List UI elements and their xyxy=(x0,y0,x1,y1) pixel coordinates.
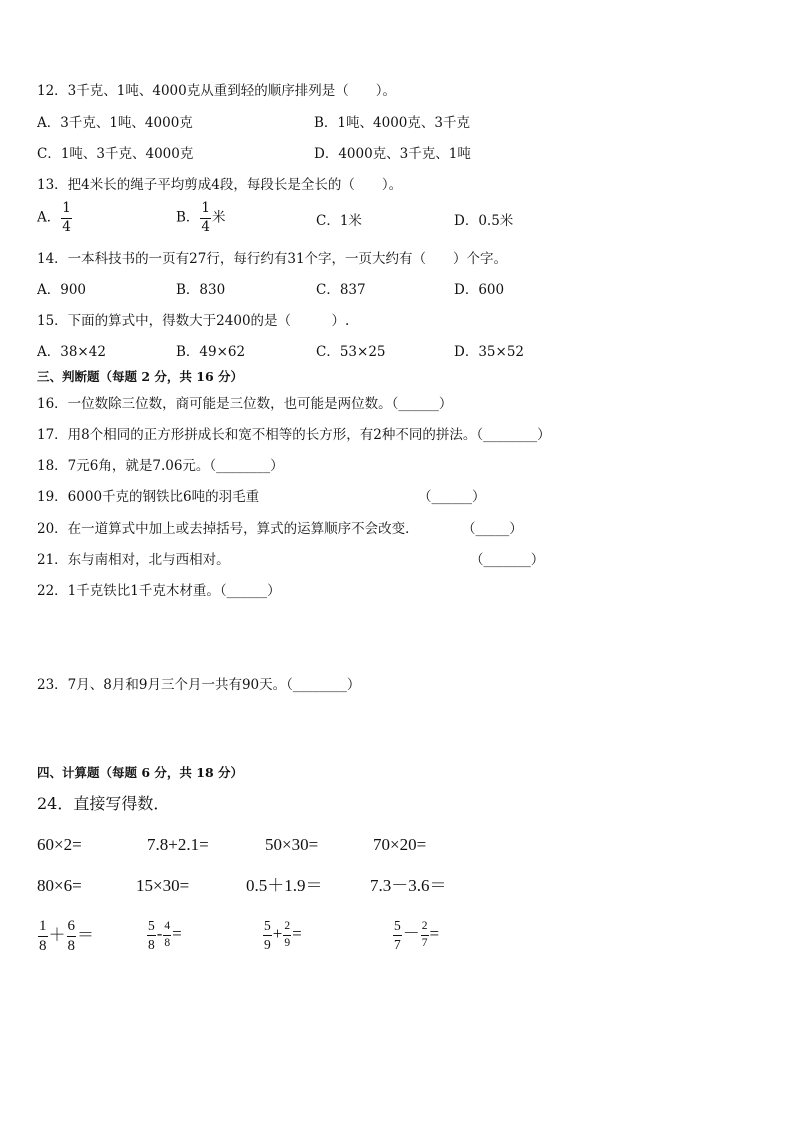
equals-sign: = xyxy=(429,923,440,943)
fraction xyxy=(421,921,429,949)
numerator: 6 xyxy=(67,918,75,934)
option-label: B． xyxy=(176,209,200,226)
q13-option-b xyxy=(176,202,226,234)
fraction-expression xyxy=(392,919,439,951)
calc-item: 7.8+2.1= xyxy=(147,835,209,854)
operator: + xyxy=(272,923,283,943)
fraction-expression xyxy=(262,919,302,951)
question-16: 16．一位数除三位数，商可能是三位数，也可能是两位数。（______） xyxy=(37,396,453,412)
unit: 米 xyxy=(212,209,226,226)
q13-option-a xyxy=(37,202,73,234)
fraction xyxy=(147,919,156,951)
option-label: A． xyxy=(37,209,61,226)
question-15-stem: 15．下面的算式中，得数大于2400的是（ ）. xyxy=(37,313,350,329)
denominator: 8 xyxy=(67,938,75,954)
question-18: 18．7元6角，就是7.06元。（________） xyxy=(37,458,284,474)
denominator: 7 xyxy=(421,936,428,949)
question-24-stem: 24．直接写得数． xyxy=(37,794,170,813)
q12-option-b: B．1吨、4000克、3千克 xyxy=(314,115,470,131)
numerator: 5 xyxy=(148,918,155,933)
fraction xyxy=(67,919,77,954)
question-13-stem: 13．把4米长的绳子平均剪成4段，每段长是全长的（ ）。 xyxy=(37,177,403,193)
answer-blank-20[interactable]: （_____） xyxy=(462,521,523,537)
question-22: 22．1千克铁比1千克木材重。（______） xyxy=(37,583,281,599)
numerator: 1 xyxy=(62,200,71,216)
answer-blank-19[interactable]: （______） xyxy=(418,489,486,505)
numerator: 5 xyxy=(394,918,401,933)
question-23: 23．7月、8月和9月三个月一共有90天。（________） xyxy=(37,677,361,693)
fraction xyxy=(393,919,402,951)
numerator: 1 xyxy=(201,200,211,216)
q14-option-d: D．600 xyxy=(454,282,505,298)
numerator: 2 xyxy=(421,920,428,932)
calc-item: 70×20= xyxy=(373,835,427,854)
section-3-title: 三、判断题（每题 2 分，共 16 分） xyxy=(37,369,244,384)
q14-option-a: A．900 xyxy=(37,282,87,298)
equals-sign: = xyxy=(292,923,302,943)
equals-sign: = xyxy=(172,923,182,943)
q15-option-c: C．53×25 xyxy=(316,344,386,360)
q15-option-a: A．38×42 xyxy=(37,344,106,360)
fraction xyxy=(38,919,48,954)
equals-sign: ＝ xyxy=(77,925,94,945)
question-21: 21．东与南相对，北与西相对。 xyxy=(37,552,230,568)
fraction xyxy=(200,202,211,234)
denominator: 8 xyxy=(148,936,155,952)
q12-option-c: C．1吨、3千克、4000克 xyxy=(37,146,194,162)
q12-option-a: A．3千克、1吨、4000克 xyxy=(37,115,193,131)
calc-item: 15×30= xyxy=(136,876,190,895)
operator: － xyxy=(402,923,420,943)
question-14-stem: 14．一本科技书的一页有27行，每行约有31个字，一页大约有（ ）个字。 xyxy=(37,251,508,267)
denominator: 4 xyxy=(201,218,211,235)
denominator: 9 xyxy=(284,936,291,949)
fraction-expression xyxy=(37,919,94,954)
fraction xyxy=(283,921,291,949)
question-19: 19．6000千克的钢铁比6吨的羽毛重 xyxy=(37,489,260,505)
q15-option-b: B．49×62 xyxy=(176,344,246,360)
numerator: 2 xyxy=(284,920,291,932)
denominator: 8 xyxy=(164,936,171,949)
operator: - xyxy=(156,923,163,943)
q13-option-c: C．1米 xyxy=(316,213,362,229)
answer-blank-21[interactable]: （_______） xyxy=(470,552,545,568)
fraction xyxy=(61,202,72,234)
denominator: 8 xyxy=(39,938,47,954)
numerator: 5 xyxy=(264,918,271,933)
calc-item: 0.5＋1.9＝ xyxy=(246,876,323,895)
question-17: 17．用8个相同的正方形拼成长和宽不相等的长方形，有2种不同的拼法。（________） xyxy=(37,427,551,443)
question-20: 20．在一道算式中加上或去掉括号，算式的运算顺序不会改变． xyxy=(37,521,419,537)
denominator: 4 xyxy=(62,218,71,235)
calc-item: 80×6= xyxy=(37,876,82,895)
section-4-title: 四、计算题（每题 6 分，共 18 分） xyxy=(37,765,244,780)
q12-option-d: D．4000克、3千克、1吨 xyxy=(314,146,471,162)
q14-option-c: C．837 xyxy=(316,282,366,298)
question-12-stem: 12．3千克、1吨、4000克从重到轻的顺序排列是（ ）。 xyxy=(37,83,396,99)
q13-option-d: D．0.5米 xyxy=(454,213,514,229)
numerator: 1 xyxy=(39,918,47,934)
numerator: 4 xyxy=(164,920,171,932)
calc-item: 60×2= xyxy=(37,835,82,854)
fraction-expression xyxy=(146,919,182,951)
q15-option-d: D．35×52 xyxy=(454,344,524,360)
calc-item: 7.3－3.6＝ xyxy=(370,876,447,895)
calc-item: 50×30= xyxy=(265,835,319,854)
q14-option-b: B．830 xyxy=(176,282,226,298)
fraction xyxy=(263,919,272,951)
denominator: 9 xyxy=(264,936,271,952)
denominator: 7 xyxy=(394,936,401,952)
fraction xyxy=(163,921,171,949)
operator: ＋ xyxy=(48,925,66,945)
